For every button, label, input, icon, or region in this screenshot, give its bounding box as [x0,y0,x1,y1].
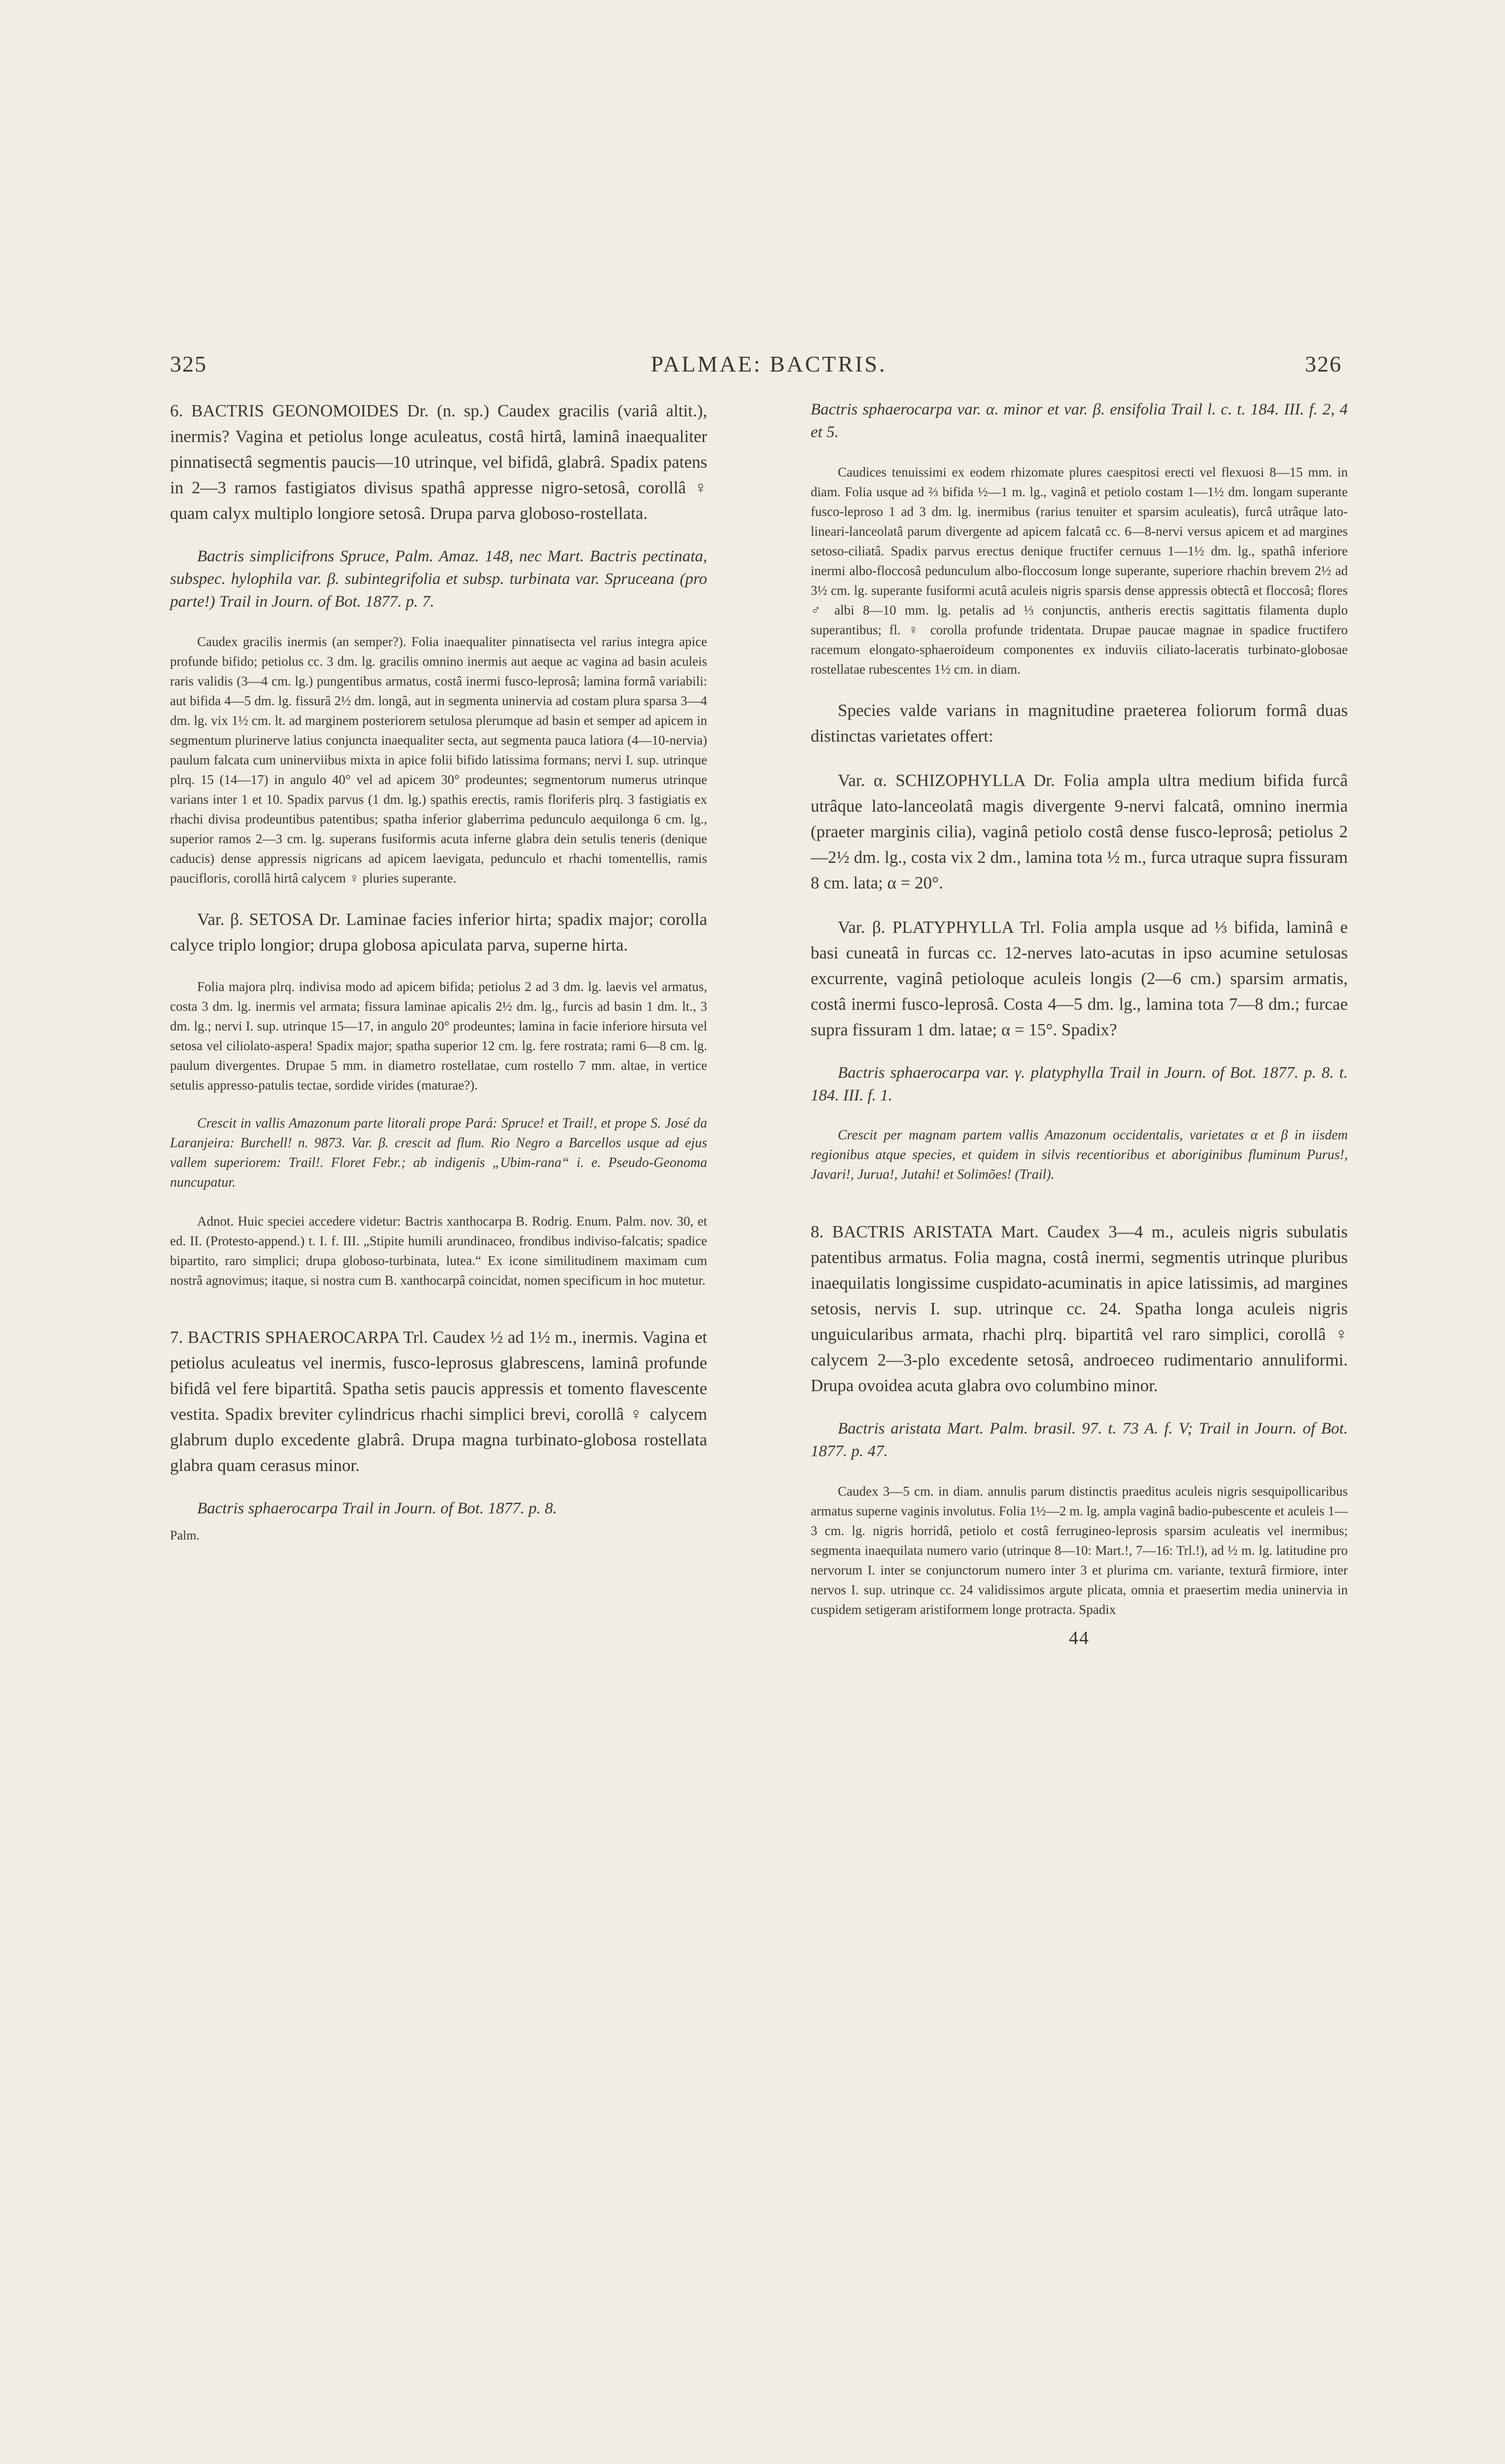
left-column [170,398,707,1544]
page-number-right: 326 [1305,351,1342,376]
species-7-variation-intro: Species valde varians in magnitudine praeterea foliorum formâ duas distinctas varietates offert: [811,701,1348,746]
page-number-left: 325 [170,351,207,376]
species-6-habitat: Crescit in vallis Amazonum parte litorali prope Pará: Spruce! et Trail!, et prope S. José da Laranjeira: Burchell! n. 9873. Var. β. crescit ad flum. Rio Negro a Barcellos usque ad ejus vallem superiorem: Trail!. Floret Febr.; ab indigenis „Ubim-rana“ i. e. Pseudo-Geonoma nuncupatur. [170,1116,707,1190]
species-6-var-setosa: Var. β. SETOSA Dr. Laminae facies inferior hirta; spadix major; corolla calyce triplo longior; drupa globosa apiculata parva, superne hirta. [170,910,707,955]
species-7-citation: Bactris sphaerocarpa Trail in Journ. of Bot. 1877. p. 8. [197,1500,557,1517]
species-6-synonyms: Bactris simplicifrons Spruce, Palm. Amaz. 148, nec Mart. Bactris pectinata, subspec. hylophila var. β. subintegrifolia et subsp. turbinata var. Spruceana (pro parte!) Trail in Journ. of Bot. 1877. p. 7. [170,548,707,611]
species-6-description: 6. BACTRIS GEONOMOIDES Dr. (n. sp.) Caudex gracilis (variâ altit.), inermis? Vagina et petiolus longe aculeatus, costâ hirtâ, laminâ inaequaliter pinnatisectâ segmentis paucis—10 utrinque, vel bifidâ, glabrâ. Spadix patens in 2—3 ramos fastigiatos divisus spathâ appresse nigro-setosâ, corollâ ♀ quam calyx multiplo longiore setosâ. Drupa parva globoso-rostellata. [170,401,707,523]
species-7-details: Caudices tenuissimi ex eodem rhizomate plures caespitosi erecti vel flexuosi 8—15 mm. in diam. Folia usque ad ⅔ bifida ½—1 m. lg., vaginâ et petiolo costam 1—1½ dm. longam superante fusco-leproso 1 ad 3 dm. lg. inermibus (rarius tenuiter et sparsim aculeatis), furcâ utrâque lato-lineari-lanceolatâ parum divergente ad apicem falcatâ cc. 6—8-nervi versus apicem et ad margines setoso-ciliatâ. Spadix parvus erectus denique fructifer cernuus 1—1½ dm. lg., spathâ inferiore inermi albo-floccosâ pedunculum albo-floccosum longe superante, superiore rhachin brevem 2½ ad 3½ cm. lg. superante fusiformi acutâ aculeis nigris sparsis dense appressis obtectâ et floccosâ; flores ♂ albi 8—10 mm. lg. petalis ad ⅓ conjunctis, antheris erectis sagittatis filamenta duplo superantibus; fl. ♀ corolla profunde tridentata. Drupae paucae magnae in spadice fructifero racemum elongato-sphaeroideum componentes ex induviis ciliato-laceratis turbinato-globosae rostellatae rubescentes 1½ cm. in diam. [811,465,1348,677]
species-8-details: Caudex 3—5 cm. in diam. annulis parum distinctis praeditus aculeis nigris sesquipollicaribus armatus superne vaginis involutus. Folia 1½—2 m. lg. ampla vaginâ badio-pubescente et aculeis 1—3 cm. lg. nigris horridâ, petiolo et costâ ferrugineo-leprosis sparsim aculeatis vel inermibus; segmenta inaequilata numero vario (utrinque 8—10: Mart.!, 7—16: Trl.!), ad ½ m. lg. latitudine pro nervorum I. inter se conjunctorum numero inter 3 et plurima cm. variante, texturâ firmiore, inter nervos I. sup. utrinque cc. 24 validissimos argute plicata, omnia et praesertim media uninervia in cuspidem setigeram aristiformem longe protracta. Spadix [811,1484,1348,1617]
species-6-details: Caudex gracilis inermis (an semper?). Folia inaequaliter pinnatisecta vel rarius integra apice profunde bifido; petiolus cc. 3 dm. lg. gracilis omnino inermis aut aeque ac vagina ad basin aculeis raris validis (3—4 cm. lg.) pungentibus armatus, costâ inermi fusco-leprosâ; lamina formâ variabili: aut bifida 4—5 dm. lg. fissurâ 2½ dm. longâ, aut in segmenta uninervia ad costam plura sparsa 3—4 dm. lg. vix 1½ cm. lt. ad marginem posteriorem setulosa plerumque ad basin et semper ad apicem in segmentum plurinerve latius conjuncta inaequaliter secta, aut segmenta pauca latiora (4—10-nervia) paulum falcata cum uninerviibus mixta in apice folii bifido latissima formans; nervi I. sup. utrinque plrq. 15 (14—17) in angulo 40° vel ad apicem 30° prodeuntes; segmentorum numerus utrinque varians inter 1 et 10. Spadix parvus (1 dm. lg.) spathis erectis, ramis floriferis plrq. 3 fastigiatis ex rhachi divisa prodeuntibus patentibus; spatha inferior glaberrima pedunculo aequilonga 6 cm. lg., superior ramos 2—3 cm. lg. superans fusiformis acuta inferne glabra dein setulis teneris (denique caducis) dense appressis nigricans ad apicem laevigata, pedunculo et rhachi tomentellis, ramis paucifloris, corollâ hirtâ calycem ♀ pluries superante. [170,634,707,886]
page-header [0,351,1505,385]
species-8-description: 8. BACTRIS ARISTATA Mart. Caudex 3—4 m., aculeis nigris subulatis patentibus armatus. Folia magna, costâ inermi, segmentis utrinque pluribus inaequilatis longissime cuspidato-acuminatis in apice latissimis, ad margines setosis, nervis I. sup. utrinque cc. 24. Spatha longa aculeis nigris unguicularibus armata, rhachi plrq. bipartitâ vel raro simplici, corollâ ♀ calycem 2—3-plo excedente setosâ, androeceo rudimentario annuliformi. Drupa ovoidea acuta glabra ovo columbino minor. [811,1222,1348,1395]
species-6-note: Adnot. Huic speciei accedere videtur: Bactris xanthocarpa B. Rodrig. Enum. Palm. nov. 30, et ed. II. (Protesto-append.) t. I. f. III. „Stipite humili arundinaceo, frondibus indiviso-falcatis; spadice bipartito, raro simplici; drupa globoso-turbinata, lutea.“ Ex icone similitudinem maximam cum nostrâ agnovimus; itaque, si nostra cum B. xanthocarpâ coincidat, nomen specificum in hoc mutetur. [170,1214,707,1288]
var-setosa-details: Folia majora plrq. indivisa modo ad apicem bifida; petiolus 2 ad 3 dm. lg. laevis vel armatus, costa 3 dm. lg. inermis vel armata; fissura laminae apicalis 2½ dm. lg., furcis ad basin 1 dm. lt., 3 dm. lg.; nervi I. sup. utrinque 15—17, in angulo 20° prodeuntes; lamina in facie inferiore hirsuta vel setosa vel ciliolato-aspera! Spadix major; spatha superior 12 cm. lg. fere rostrata; rami 6—8 cm. lg. paulum divergentes. Drupae 5 mm. in diametro rostellatae, cum rostello 7 mm. altae, in vertice setulis appresso-patulis tectae, sordide virides (maturae?). [170,979,707,1093]
var-platyphylla-citation: Bactris sphaerocarpa var. γ. platyphylla Trail in Journ. of Bot. 1877. p. 8. t. 184. III. f. 1. [811,1064,1348,1104]
right-column [811,398,1348,1649]
var-platyphylla: Var. β. PLATYPHYLLA Trl. Folia ampla usque ad ⅓ bifida, laminâ e basi cuneatâ in furcas cc. 12-nerves lato-acutas in ipso acumine setulosas excurrente, vaginâ petioloque aculeis longis (2—6 cm.) sparsim armatis, costâ inermi fusco-leprosâ. Costa 4—5 dm. lg., lamina tota 7—8 dm.; furcae supra fissuram 1 dm. latae; α = 15°. Spadix? [811,918,1348,1039]
species-7-habitat: Crescit per magnam partem vallis Amazonum occidentalis, varietates α et β in iisdem regionibus atque species, et quidem in silvis recentioribus et aboriginibus fluminum Purus!, Javari!, Jurua!, Jutahi! et Solimões! (Trail). [811,1128,1348,1182]
running-title: PALMAE: BACTRIS. [650,351,887,376]
species-7-description: 7. BACTRIS SPHAEROCARPA Trl. Caudex ½ ad 1½ m., inermis. Vagina et petiolus aculeatus vel inermis, fusco-leprosus glabrescens, laminâ profunde bifidâ vel fere bipartitâ. Spatha setis paucis appressis et tomento flavescente vestita. Spadix breviter cylindricus rhachi simplici brevi, corollâ ♀ calycem glabrum duplo excedente glabrâ. Drupa magna turbinato-globosa rostellata glabra quam cerasus minor. [170,1328,707,1475]
species-8-citation: Bactris aristata Mart. Palm. brasil. 97. t. 73 A. f. V; Trail in Journ. of Bot. 1877. p. 47. [811,1420,1348,1460]
species-7-var-citation: Bactris sphaerocarpa var. α. minor et var. β. ensifolia Trail l. c. t. 184. III. f. 2, 4 et 5. [811,401,1348,441]
var-schizophylla: Var. α. SCHIZOPHYLLA Dr. Folia ampla ultra medium bifida furcâ utrâque lato-lanceolatâ magis divergente 9-nervi falcatâ, omnino inermia (praeter marginis cilia), vaginâ petiolo costâ dense fusco-leprosâ; petiolus 2—2½ dm. lg., costa vix 2 dm., lamina tota ½ m., furca utraque supra fissuram 8 cm. lata; α = 20°. [811,771,1348,892]
footer-signature: Palm. [170,1528,200,1542]
sheet-number: 44 [1069,1628,1090,1648]
